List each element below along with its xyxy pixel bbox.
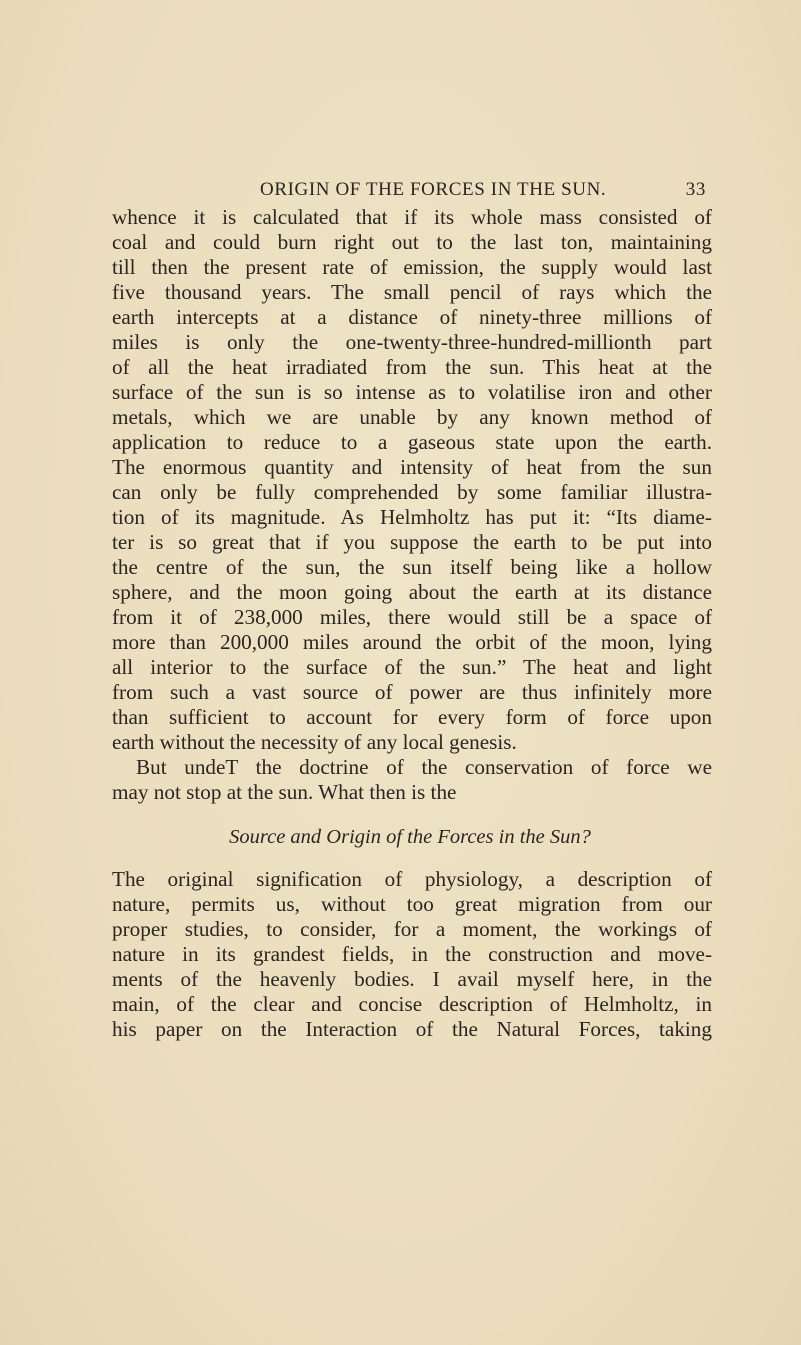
page-number: 33 (685, 179, 706, 200)
text-line: earth intercepts at a distance of ninety-three millions of (112, 305, 712, 329)
text-line: of all the heat irradiated from the sun. This heat at the (112, 355, 712, 379)
text-line: ter is so great that if you suppose the earth to be put into (112, 530, 712, 554)
text-line: five thousand years. The small pencil of rays which the (112, 280, 712, 304)
text-line: than sufficient to account for every form of force upon (112, 705, 712, 729)
paragraph-3 (112, 867, 712, 1042)
text-line: nature, permits us, without too great migration from our (112, 892, 712, 916)
text-line: main, of the clear and concise description of Helmholtz, in (112, 992, 712, 1016)
text-line: But undeT the doctrine of the conservation of force we (136, 755, 712, 779)
text-line: proper studies, to consider, for a moment, the workings of (112, 917, 712, 941)
text-line: till then the present rate of emission, the supply would last (112, 255, 712, 279)
text-line: from such a vast source of power are thus infinitely more (112, 680, 712, 704)
text-line: the centre of the sun, the sun itself being like a hollow (112, 555, 712, 579)
text-line: surface of the sun is so intense as to volatilise iron and other (112, 380, 712, 404)
text-line: his paper on the Interaction of the Natural Forces, taking (112, 1017, 712, 1041)
text-line: can only be fully comprehended by some familiar illustra- (112, 480, 712, 504)
text-line: The original signification of physiology, a description of (112, 867, 712, 891)
text-line: The enormous quantity and intensity of heat from the sun (112, 455, 712, 479)
text-line: metals, which we are unable by any known method of (112, 405, 712, 429)
text-line: tion of its magnitude. As Helmholtz has put it: “Its diame- (112, 505, 712, 529)
text-block (112, 205, 712, 1042)
paragraph-1 (112, 205, 712, 755)
text-line: coal and could burn right out to the last ton, maintaining (112, 230, 712, 254)
text-line: from it of 238,000 miles, there would still be a space of (112, 605, 712, 629)
section-subheading: Source and Origin of the Forces in the Sun? (229, 826, 591, 848)
text-line: nature in its grandest fields, in the construction and move- (112, 942, 712, 966)
paragraph-2 (112, 755, 712, 805)
text-line: application to reduce to a gaseous state upon the earth. (112, 430, 712, 454)
text-line: miles is only the one-twenty-three-hundred-millionth part (112, 330, 712, 354)
text-line: may not stop at the sun. What then is the (112, 780, 457, 804)
running-head-title: ORIGIN OF THE FORCES IN THE SUN. (260, 179, 607, 200)
text-line: earth without the necessity of any local genesis. (112, 730, 517, 754)
text-line: sphere, and the moon going about the earth at its distance (112, 580, 712, 604)
text-line: ments of the heavenly bodies. I avail myself here, in the (112, 967, 712, 991)
text-line: all interior to the surface of the sun.” The heat and light (112, 655, 712, 679)
text-line: whence it is calculated that if its whole mass consisted of (112, 205, 712, 229)
text-line: more than 200,000 miles around the orbit of the moon, lying (112, 630, 712, 654)
